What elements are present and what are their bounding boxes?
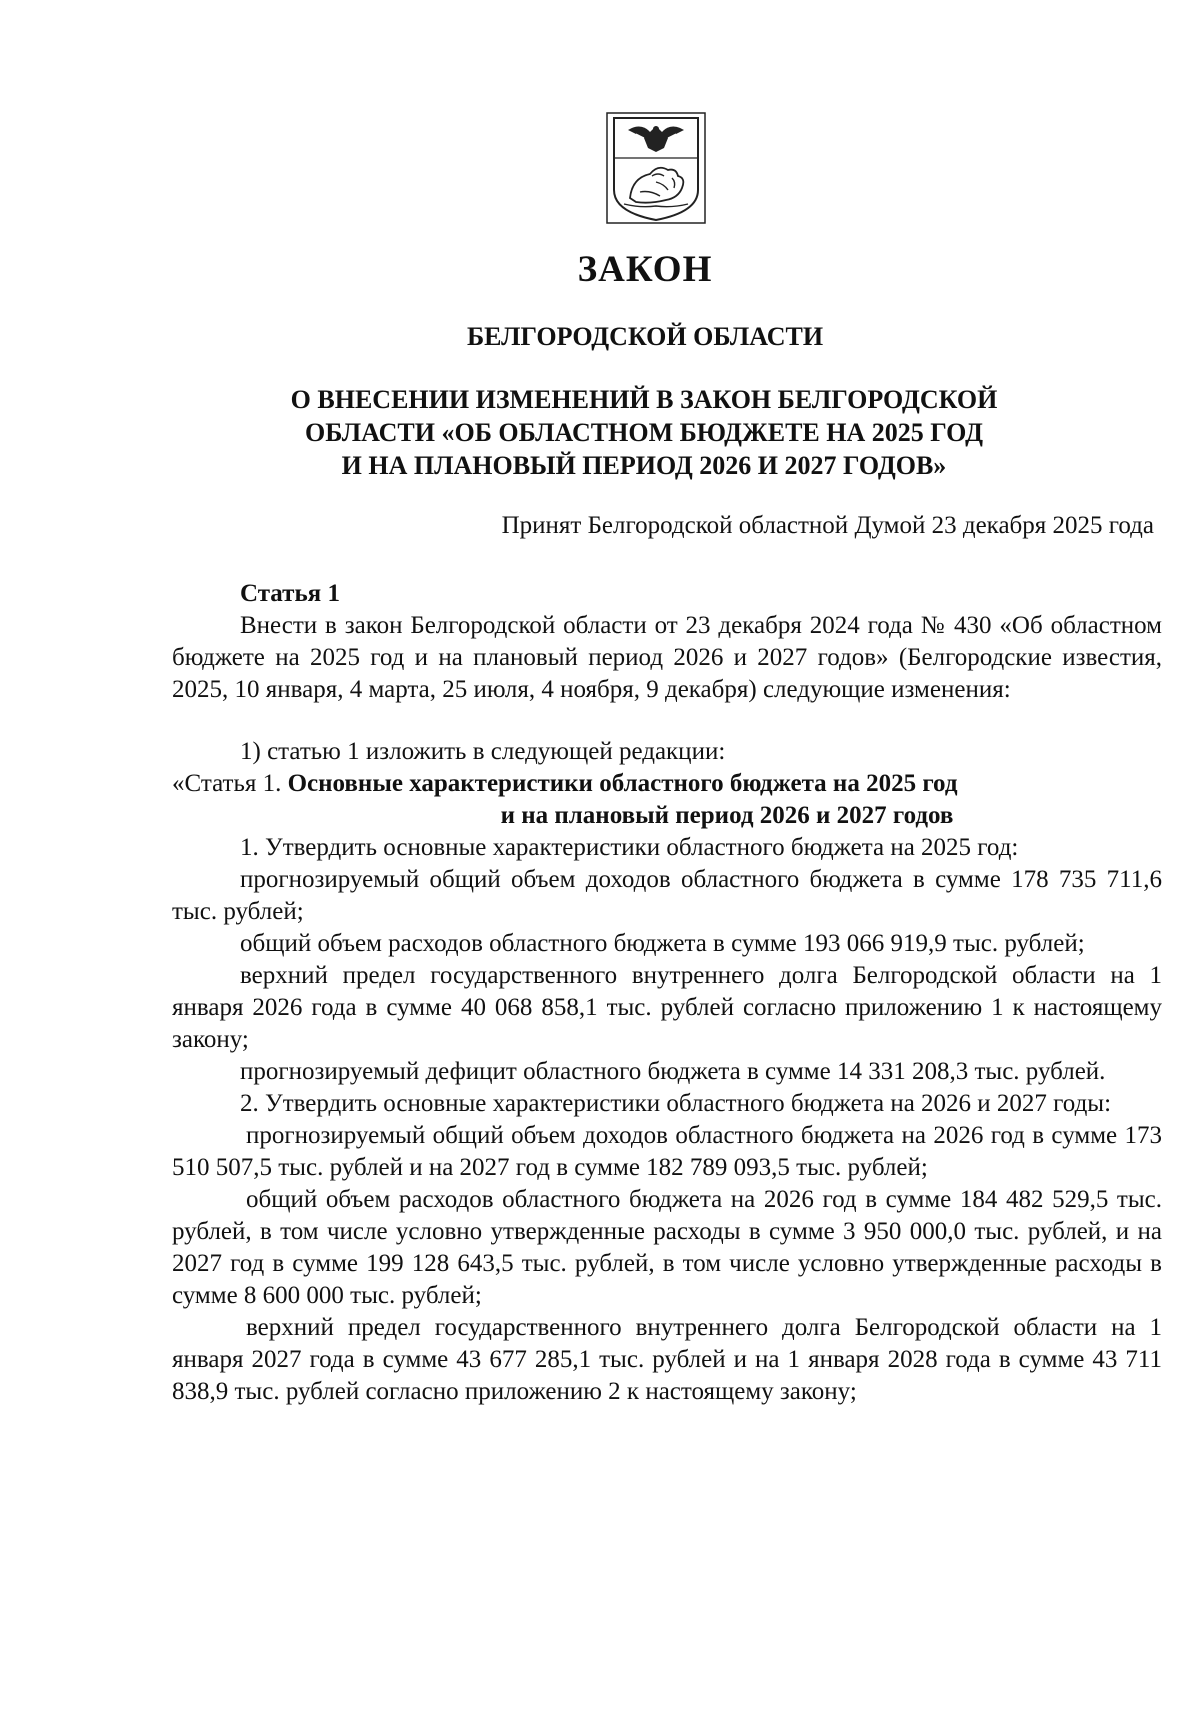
heading-line-2: ОБЛАСТИ «ОБ ОБЛАСТНОМ БЮДЖЕТЕ НА 2025 ГОД [305,418,983,447]
paragraph-7: прогнозируемый общий объем доходов областного бюджета на 2026 год в сумме 173 510 507,5 тыс. рублей и на 2027 год в сумме 182 789 093,5 тыс. рублей; [172,1122,1162,1181]
paragraph-8: общий объем расходов областного бюджета на 2026 год в сумме 184 482 529,5 тыс. рублей, в том числе условно утвержденные расходы в сумме 3 950 000,0 тыс. рублей, и на 2027 год в сумме 199 128 643,5 тыс. рублей, в том числе условно утвержденные расходы в сумме 8 600 000 тыс. рублей; [172,1186,1162,1309]
paragraph-1: 1. Утвердить основные характеристики областного бюджета на 2025 год: [240,834,1019,861]
article-1-heading: Статья 1 [240,580,340,607]
article-title [172,768,1162,800]
article-prefix: «Статья 1. [172,770,288,797]
adoption-note: Принят Белгородской областной Думой 23 декабря 2025 года [501,512,1154,539]
coat-of-arms-emblem [606,112,706,224]
paragraph-6: 2. Утвердить основные характеристики областного бюджета на 2026 и 2027 годы: [240,1090,1112,1117]
document-title: ЗАКОН [577,249,713,290]
document-heading [0,383,1200,482]
paragraph-4: верхний предел государственного внутреннего долга Белгородской области на 1 января 2026 года в сумме 40 068 858,1 тыс. рублей согласно приложению 1 к настоящему закону; [172,962,1162,1053]
document-subtitle: БЕЛГОРОДСКОЙ ОБЛАСТИ [466,322,824,351]
paragraph-5: прогнозируемый дефицит областного бюджета в сумме 14 331 208,3 тыс. рублей. [240,1058,1106,1085]
intro-paragraph: Внести в закон Белгородской области от 23 декабря 2024 года № 430 «Об областном бюджете на 2025 год и на плановый период 2026 и 2027 годов» (Белгородские известия, 2025, 10 января, 4 марта, 25 июля, 4 ноября, 9 декабря) следующие изменения: [172,612,1162,703]
paragraph-3: общий объем расходов областного бюджета в сумме 193 066 919,9 тыс. рублей; [240,930,1085,957]
article-title-bold-1: Основные характеристики областного бюджета на 2025 год [287,770,958,797]
item-1: 1) статью 1 изложить в следующей редакции: [240,738,726,765]
coat-of-arms-icon [606,112,706,224]
paragraph-2: прогнозируемый общий объем доходов областного бюджета в сумме 178 735 711,6 тыс. рублей; [172,866,1162,925]
paragraph-9: верхний предел государственного внутреннего долга Белгородской области на 1 января 2027 года в сумме 43 677 285,1 тыс. рублей и на 1 января 2028 года в сумме 43 711 838,9 тыс. рублей согласно приложению 2 к настоящему закону; [172,1314,1162,1405]
heading-line-1: О ВНЕСЕНИИ ИЗМЕНЕНИЙ В ЗАКОН БЕЛГОРОДСКОЙ [290,385,998,414]
article-title-bold-2: и на плановый период 2026 и 2027 годов [500,802,954,829]
document-body [172,578,1162,1408]
heading-line-3: И НА ПЛАНОВЫЙ ПЕРИОД 2026 И 2027 ГОДОВ» [341,451,947,480]
